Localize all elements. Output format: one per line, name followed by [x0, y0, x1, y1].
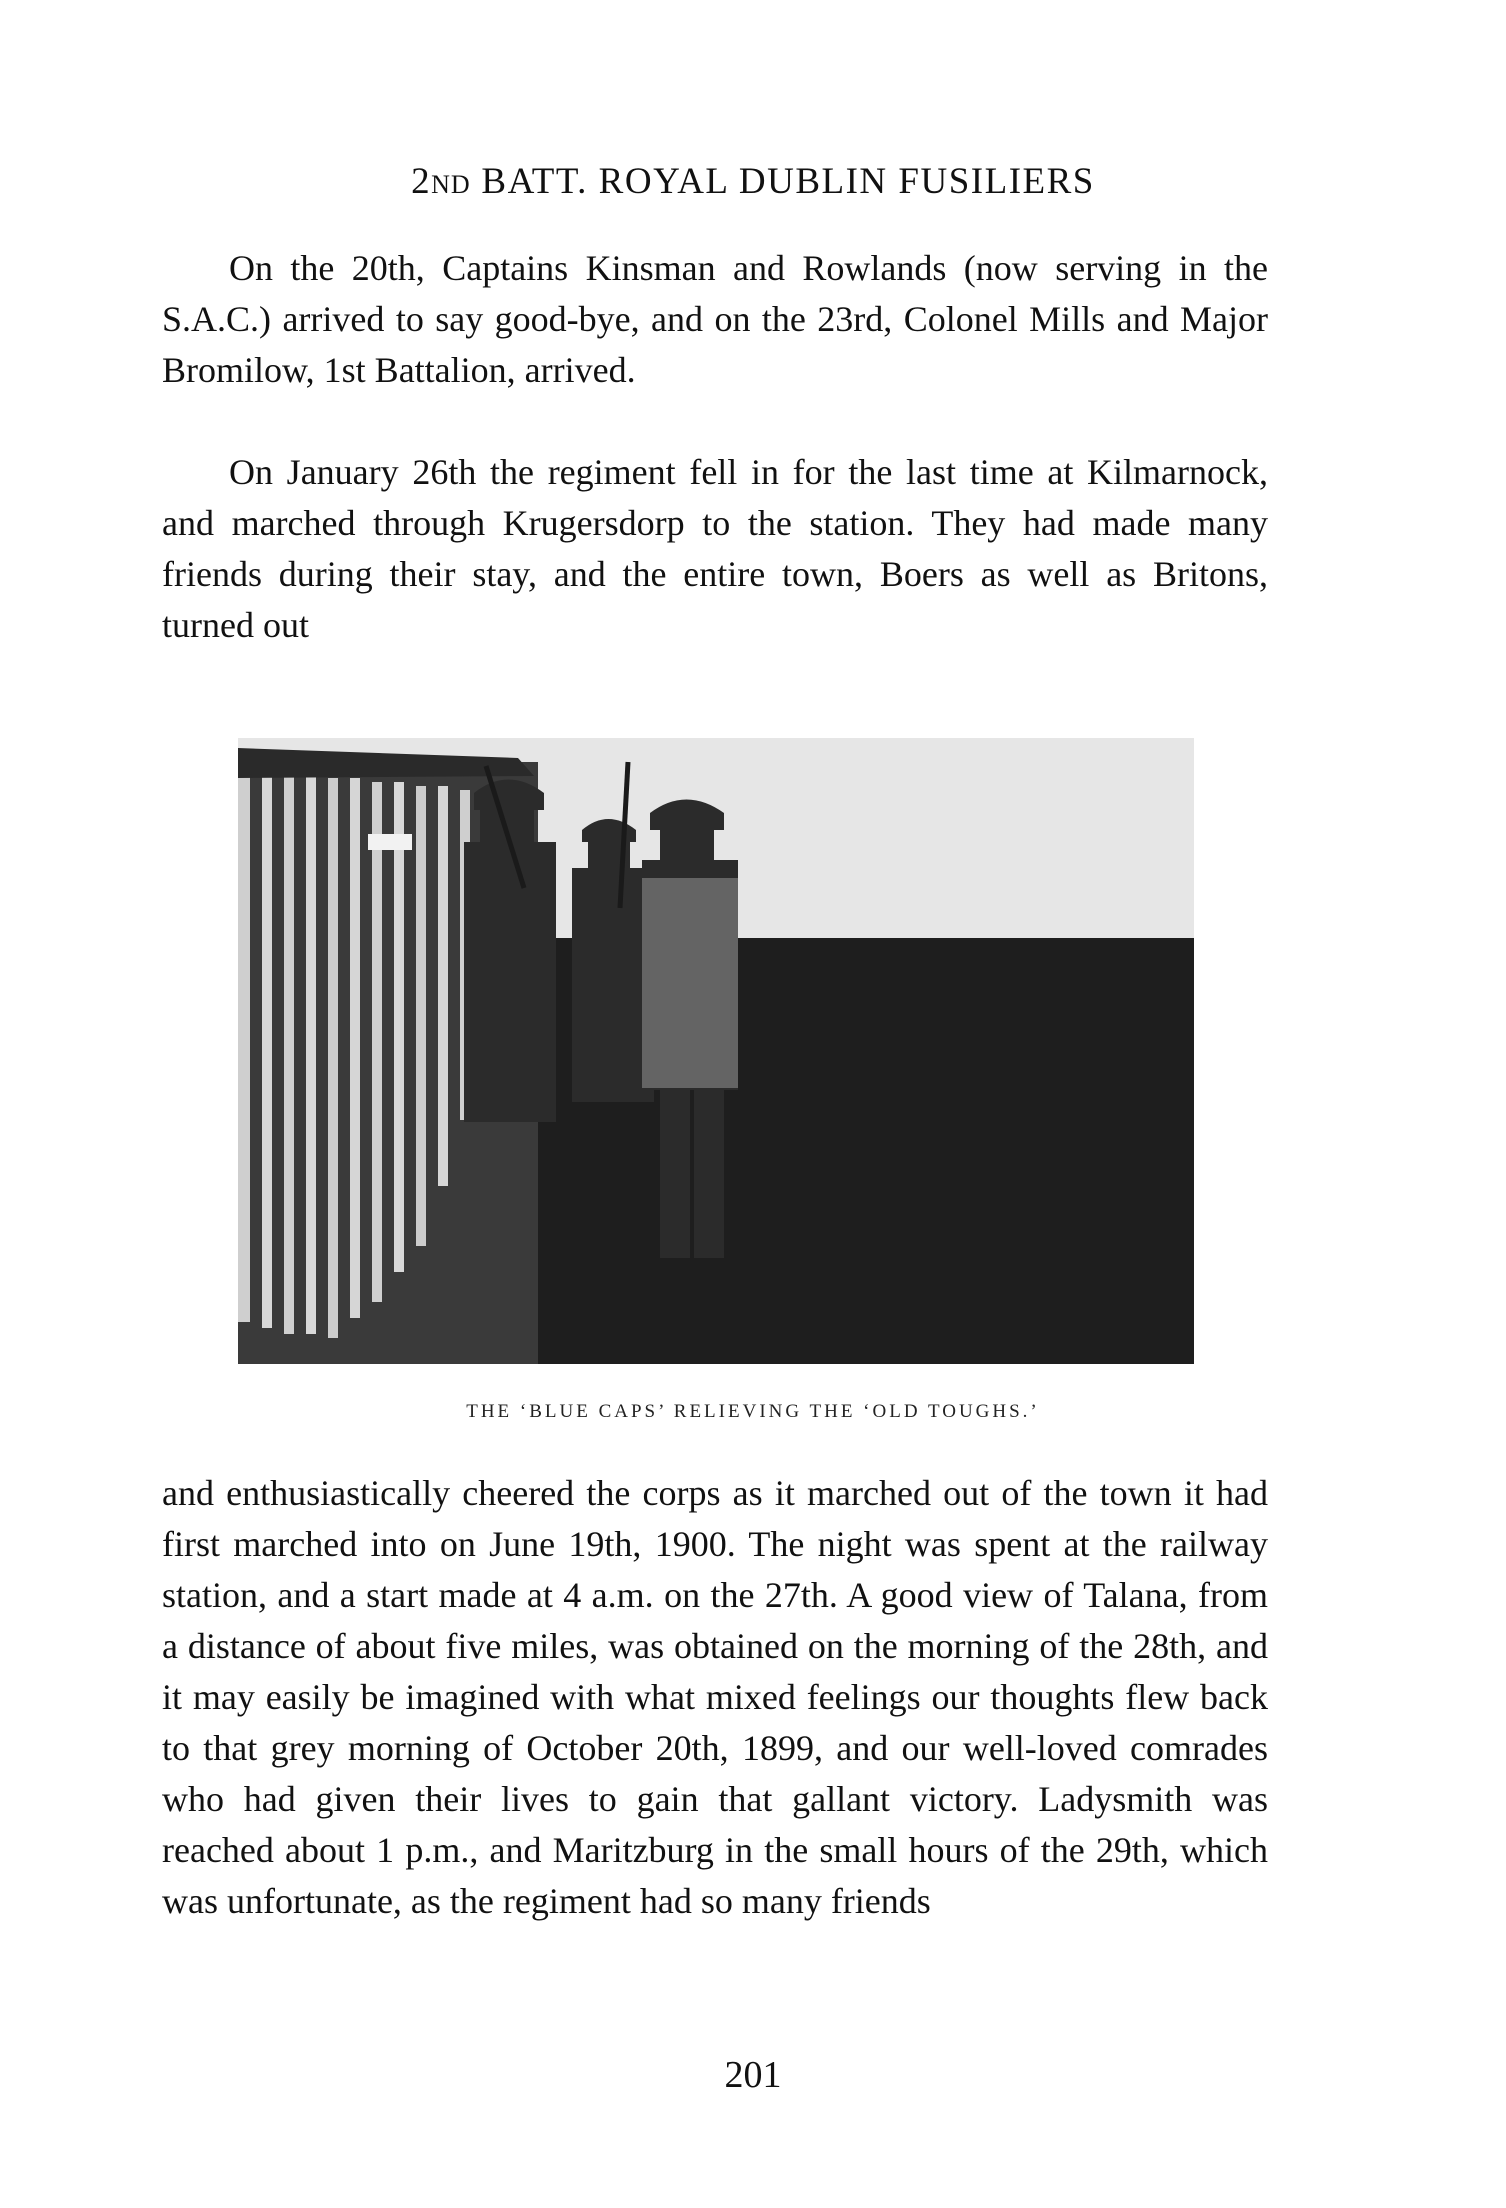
header-number: 2 [411, 161, 432, 202]
paragraph-3: and enthusiastically cheered the corps as it marched out of the town it had first marched into on June 19th, 1900. The night was spent at the railway station, and a start made at 4 a.m. on the 27th. A good view of Talana, from a distance of about five miles, was obtained on the morning of the 28th, and it may easily be imagined with what mixed feelings our thoughts flew back to that grey morning of October 20th, 1899, and our well-loved comrades who had given their lives to gain that gallant victory. Ladysmith was reached about 1 p.m., and Maritzburg in the small hours of the 29th, which was unfortunate, as the regiment had so many friends [162, 1473, 1268, 1921]
paragraph-2: On January 26th the regiment fell in for the last time at Kilmarnock, and marched through Krugersdorp to the station. They had made many friends during their stay, and the entire town, Boers as well as Britons, turned out [162, 452, 1268, 645]
page-number: 201 [724, 2054, 782, 2096]
running-header [0, 160, 1506, 203]
figure-caption: THE ‘BLUE CAPS’ RELIEVING THE ‘OLD TOUGHS.’ [466, 1401, 1040, 1422]
paragraph-1: On the 20th, Captains Kinsman and Rowlands (now serving in the S.A.C.) arrived to say good-bye, and on the 23rd, Colonel Mills and Major Bromilow, 1st Battalion, arrived. [162, 248, 1268, 390]
photo-illustration [238, 738, 1194, 1364]
header-title: BATT. ROYAL DUBLIN FUSILIERS [481, 161, 1095, 202]
photograph [238, 738, 1194, 1364]
header-ordinal-suffix: ND [431, 170, 471, 199]
soldier-uniform-highlight [642, 878, 738, 1088]
